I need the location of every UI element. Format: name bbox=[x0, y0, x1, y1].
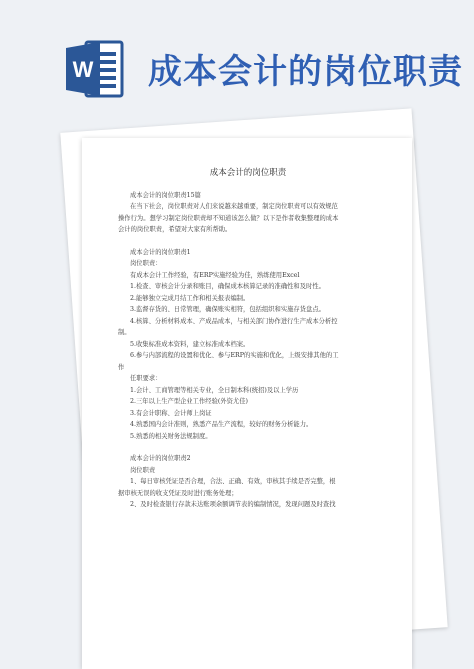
banner-title: 成本会计的岗位职责 bbox=[148, 52, 463, 92]
text-line: 作 bbox=[118, 363, 125, 371]
document-page bbox=[82, 138, 412, 669]
paragraph-gap bbox=[118, 236, 378, 247]
text-line: 据审核无误的收支凭证及时进行账务处理； bbox=[118, 489, 238, 497]
text-line: 3.有会计职称、会计师上岗证 bbox=[130, 409, 212, 417]
text-line: 2.三年以上生产型企业工作经验(外资尤佳) bbox=[130, 398, 248, 405]
text-line: 4.熟悉国内会计准则，熟悉产品生产流程，较好的财务分析能力。 bbox=[130, 421, 313, 428]
text-line: 1、每日审核凭证是否合理，合法、正确、有效，审核其手续是否完整，根 bbox=[130, 478, 336, 485]
text-line: 5.收集标准成本资料，建立标准成本档案。 bbox=[130, 340, 250, 348]
text-line: 成本会计的岗位职责15篇 bbox=[130, 191, 201, 199]
text-line: 1.检查、审核会计分录和账目，确保成本核算记录的准确性和及时性。 bbox=[130, 283, 325, 290]
text-line: 在当下社会，岗位职责对人们来说越来越重要，制定岗位职责可以有效规范 bbox=[130, 203, 338, 210]
text-line: 5.熟悉的相关财务法规制度。 bbox=[130, 432, 212, 440]
text-line: 1.会计、工商管理等相关专业，全日制本科(统招)及以上学历 bbox=[130, 386, 299, 394]
word-logo-letter: W bbox=[72, 57, 94, 82]
text-line: 操作行为。想学习制定岗位职责却不知道该怎么做？以下是作者收集整理的成本 bbox=[118, 214, 339, 222]
text-line: 2.能够独立完成月结工作和相关报表编制。 bbox=[130, 294, 250, 302]
banner bbox=[0, 0, 474, 120]
text-line: 2、及时检查银行存款未达账项余额调节表的编制情况，发现问题及时查找 bbox=[130, 501, 336, 508]
text-line: 成本会计的岗位职责1 bbox=[130, 248, 191, 256]
text-line: 岗位职责 bbox=[130, 466, 156, 474]
text-line: 6.参与内部流程的设置和优化、参与ERP的实施和优化，上级安排其他的工 bbox=[130, 352, 339, 359]
text-line: 有成本会计工作经验，有ERP实施经验为佳，熟练使用Excel bbox=[130, 271, 300, 279]
text-line: 岗位职责： bbox=[130, 260, 162, 267]
text-line: 任职要求： bbox=[130, 375, 162, 382]
word-document-icon bbox=[64, 38, 126, 100]
paragraph-gap bbox=[118, 442, 378, 453]
text-line: 会计的岗位职责，希望对大家有所帮助。 bbox=[118, 226, 232, 233]
text-line: 4.核算、分析材料成本、产成品成本，与相关部门协作进行生产成本分析控 bbox=[130, 317, 338, 325]
text-line: 成本会计的岗位职责2 bbox=[130, 455, 191, 462]
document-body bbox=[118, 190, 378, 511]
text-line: 3.监督存货的、日常管理，确保账实相符，包括组织和实施存货盘点。 bbox=[130, 306, 325, 313]
document-title: 成本会计的岗位职责 bbox=[209, 168, 287, 178]
text-line: 制。 bbox=[118, 329, 131, 336]
